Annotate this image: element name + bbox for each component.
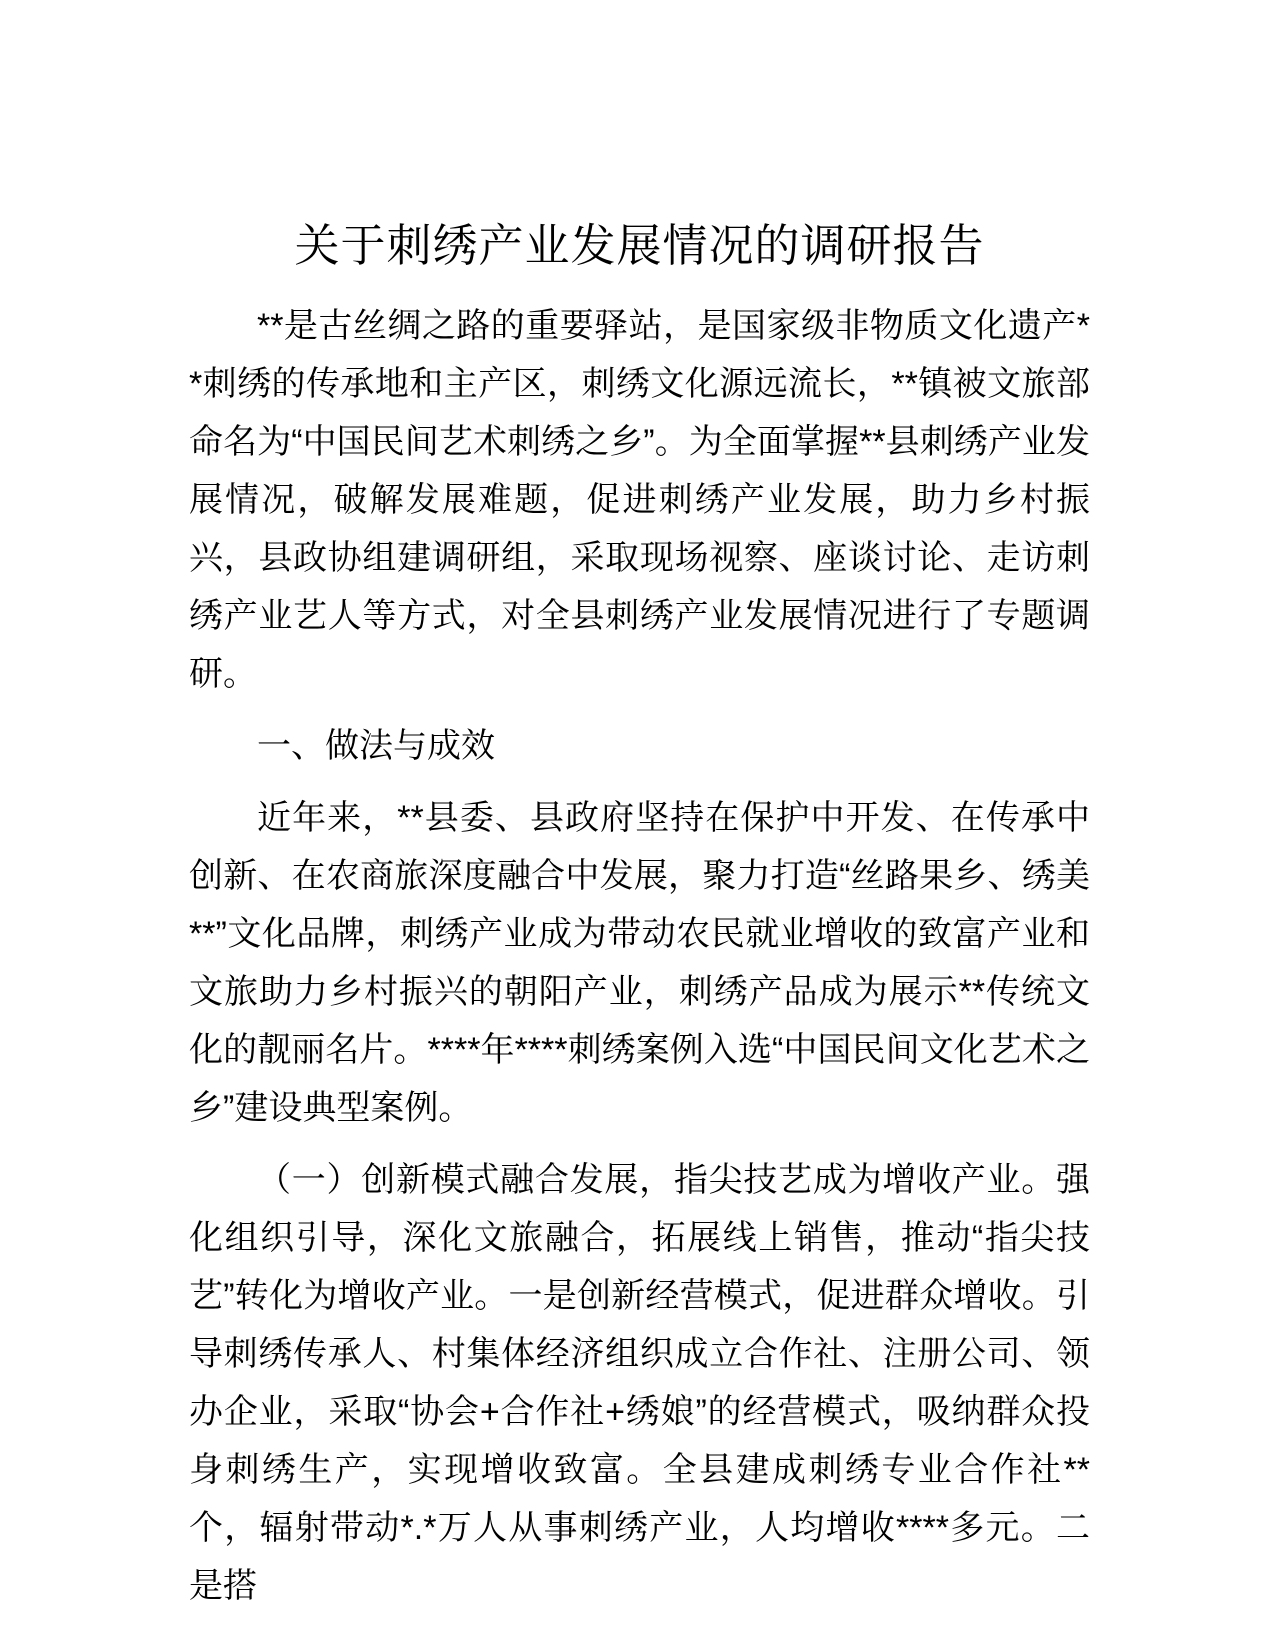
paragraph-overview: 近年来，**县委、县政府坚持在保护中开发、在传承中创新、在农商旅深度融合中发展，聚力打造“丝路果乡、绣美**”文化品牌，刺绣产业成为带动农民就业增收的致富产业和文旅助力乡村振兴的朝阳产业，刺绣产品成为展示**传统文化的靓丽名片。****年****刺绣案例入选“中国民间文化艺术之乡”建设典型案例。 (189, 799, 1090, 1127)
section-heading-1: 一、做法与成效 (257, 727, 495, 765)
document-title: 关于刺绣产业发展情况的调研报告 (294, 220, 985, 271)
paragraph-intro: **是古丝绸之路的重要驿站，是国家级非物质文化遗产**刺绣的传承地和主产区，刺绣文化源远流长，**镇被文旅部命名为“中国民间艺术刺绣之乡”。为全面掌握**县刺绣产业发展情况，破解发展难题，促进刺绣产业发展，助力乡村振兴，县政协组建调研组，采取现场视察、座谈讨论、走访刺绣产业艺人等方式，对全县刺绣产业发展情况进行了专题调研。 (189, 307, 1090, 693)
paragraph-subsection-1: （一）创新模式融合发展，指尖技艺成为增收产业。强化组织引导，深化文旅融合，拓展线上销售，推动“指尖技艺”转化为增收产业。一是创新经营模式，促进群众增收。引导刺绣传承人、村集体经济组织成立合作社、注册公司、领办企业，采取“协会+合作社+绣娘”的经营模式，吸纳群众投身刺绣生产，实现增收致富。全县建成刺绣专业合作社**个，辐射带动*.*万人从事刺绣产业，人均增收****多元。二是搭 (189, 1161, 1090, 1605)
